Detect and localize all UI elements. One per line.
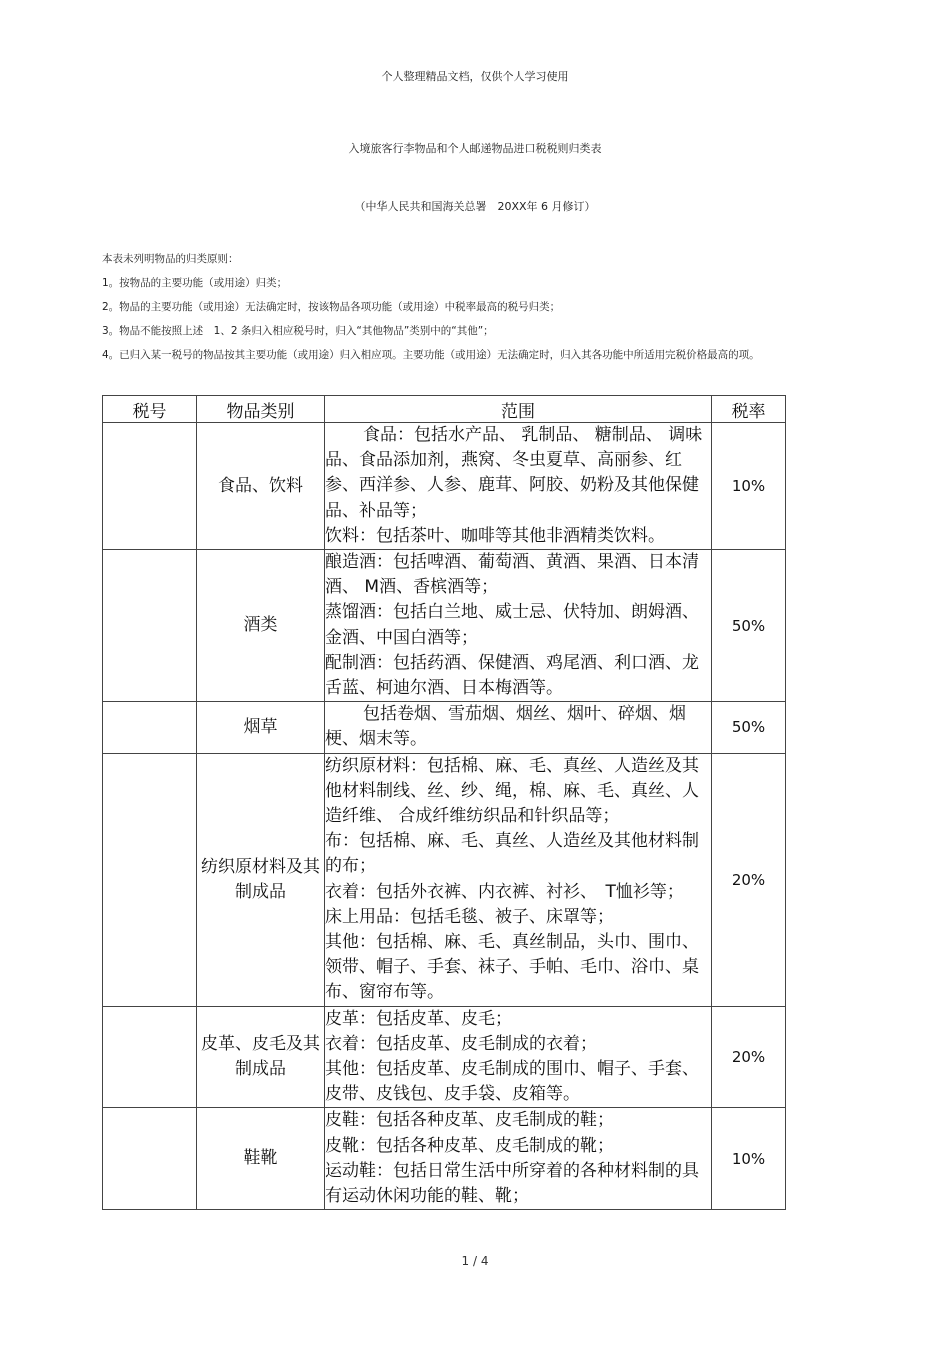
scope-text: 皮鞋：包括各种皮革、皮毛制成的鞋；	[325, 1110, 614, 1131]
header-scope: 范围	[325, 396, 712, 423]
rules-intro: 本表未列明物品的归类原则：	[102, 253, 239, 265]
tax-rate-cell: 20%	[712, 753, 786, 1006]
scope-paragraph	[325, 550, 711, 600]
scope-paragraph	[325, 1108, 711, 1133]
category-cell: 纺织原材料及其制成品	[197, 753, 325, 1006]
tax-code-cell	[103, 1108, 197, 1210]
rule-2: 2。物品的主要功能（或用途）无法确定时，按该物品各项功能（或用途）中税率最高的税号归类；	[102, 301, 561, 313]
tax-code-cell	[103, 550, 197, 702]
scope-text: 衣着：包括外衣裤、内衣裤、衬衫、 T恤衫等；	[325, 881, 684, 902]
scope-paragraph	[325, 423, 711, 524]
scope-text: 皮革：包括皮革、皮毛；	[325, 1008, 512, 1029]
scope-text: 其他：包括棉、麻、毛、真丝制品，头巾、围巾、领带、帽子、手套、袜子、手帕、毛巾、浴巾、桌布、窗帘布等。	[325, 932, 699, 1003]
category-cell: 鞋靴	[197, 1108, 325, 1210]
category-cell: 烟草	[197, 702, 325, 753]
tax-rate-cell: 10%	[712, 1108, 786, 1210]
table-header-row	[103, 396, 786, 423]
table-row	[103, 423, 786, 550]
rule-1: 1。按物品的主要功能（或用途）归类；	[102, 277, 288, 289]
scope-paragraph	[325, 1007, 711, 1032]
tax-rate-cell: 10%	[712, 423, 786, 550]
header-category: 物品类别	[197, 396, 325, 423]
page-number: 1 / 4	[461, 1254, 489, 1268]
tax-code-cell	[103, 1006, 197, 1108]
scope-paragraph	[325, 880, 711, 905]
scope-paragraph	[325, 1159, 711, 1209]
scope-text: 布：包括棉、麻、毛、真丝、人造丝及其他材料制的布；	[325, 831, 699, 877]
category-cell: 酒类	[197, 550, 325, 702]
classification-rules	[102, 247, 802, 365]
tax-rate-cell: 20%	[712, 1006, 786, 1108]
scope-cell	[325, 1006, 712, 1108]
tax-code-cell	[103, 702, 197, 753]
scope-text: 运动鞋：包括日常生活中所穿着的各种材料制的具有运动休闲功能的鞋、靴；	[325, 1160, 699, 1207]
category-cell: 皮革、皮毛及其制成品	[197, 1006, 325, 1108]
scope-text: 床上用品：包括毛毯、被子、床罩等；	[325, 906, 614, 927]
document-subtitle: （中华人民共和国海关总署 20XX年 6 月修订）	[354, 200, 596, 213]
scope-text: 蒸馏酒：包括白兰地、威士忌、伏特加、朗姆酒、金酒、中国白酒等；	[325, 602, 699, 648]
scope-cell	[325, 702, 712, 753]
scope-paragraph	[325, 1057, 711, 1107]
scope-paragraph	[325, 930, 711, 1006]
scope-text: 皮靴：包括各种皮革、皮毛制成的靴；	[325, 1135, 614, 1156]
scope-cell	[325, 550, 712, 702]
scope-text: 酿造酒：包括啤酒、葡萄酒、黄酒、果酒、日本清酒、 M酒、香槟酒等；	[325, 552, 699, 598]
scope-text: 配制酒：包括药酒、保健酒、鸡尾酒、利口酒、龙舌蓝、柯迪尔酒、日本梅酒等。	[325, 652, 699, 699]
tax-code-cell	[103, 423, 197, 550]
header-rate: 税率	[712, 396, 786, 423]
scope-paragraph	[325, 702, 711, 752]
scope-text: 其他：包括皮革、皮毛制成的围巾、帽子、手套、皮带、皮钱包、皮手袋、皮箱等。	[325, 1059, 699, 1105]
watermark-text: 个人整理精品文档，仅供个人学习使用	[381, 70, 569, 83]
scope-cell	[325, 1108, 712, 1210]
scope-paragraph	[325, 651, 711, 701]
scope-text: 包括卷烟、雪茄烟、烟丝、烟叶、碎烟、烟梗、烟末等。	[325, 704, 686, 750]
tax-rate-cell: 50%	[712, 702, 786, 753]
tax-code-cell	[103, 753, 197, 1006]
rule-4: 4。已归入某一税号的物品按其主要功能（或用途）归入相应项。主要功能（或用途）无法确定时，归入其各功能中所适用完税价格最高的项。	[102, 349, 760, 361]
table-row	[103, 702, 786, 753]
scope-text: 衣着：包括皮革、皮毛制成的衣着；	[325, 1033, 597, 1054]
scope-paragraph	[325, 1134, 711, 1159]
table-row	[103, 550, 786, 702]
table-row	[103, 753, 786, 1006]
scope-paragraph	[325, 829, 711, 879]
scope-paragraph	[325, 524, 711, 549]
scope-text: 食品：包括水产品、 乳制品、 糖制品、 调味品、食品添加剂，燕窝、冬虫夏草、高丽参、红参、西洋参、人参、鹿茸、阿胶、奶粉及其他保健品、补品等；	[325, 425, 703, 521]
scope-paragraph	[325, 600, 711, 650]
table-row	[103, 1006, 786, 1108]
tariff-table	[102, 395, 786, 1210]
table-body	[103, 423, 786, 1210]
scope-paragraph	[325, 1032, 711, 1057]
document-title: 入境旅客行李物品和个人邮递物品进口税税则归类表	[348, 142, 602, 155]
scope-cell	[325, 423, 712, 550]
category-cell: 食品、饮料	[197, 423, 325, 550]
scope-text: 纺织原材料：包括棉、麻、毛、真丝、人造丝及其他材料制线、丝、纱、绳，棉、麻、毛、真丝、人造纤维、 合成纤维纺织品和针织品等；	[325, 755, 699, 827]
scope-cell	[325, 753, 712, 1006]
table-row	[103, 1108, 786, 1210]
scope-paragraph	[325, 905, 711, 930]
tax-rate-cell: 50%	[712, 550, 786, 702]
header-code: 税号	[103, 396, 197, 423]
scope-paragraph	[325, 754, 711, 830]
rule-3: 3。物品不能按照上述 1、2 条归入相应税号时，归入“其他物品”类别中的“其他”；	[102, 325, 494, 337]
scope-text: 饮料：包括茶叶、咖啡等其他非酒精类饮料。	[325, 525, 665, 546]
